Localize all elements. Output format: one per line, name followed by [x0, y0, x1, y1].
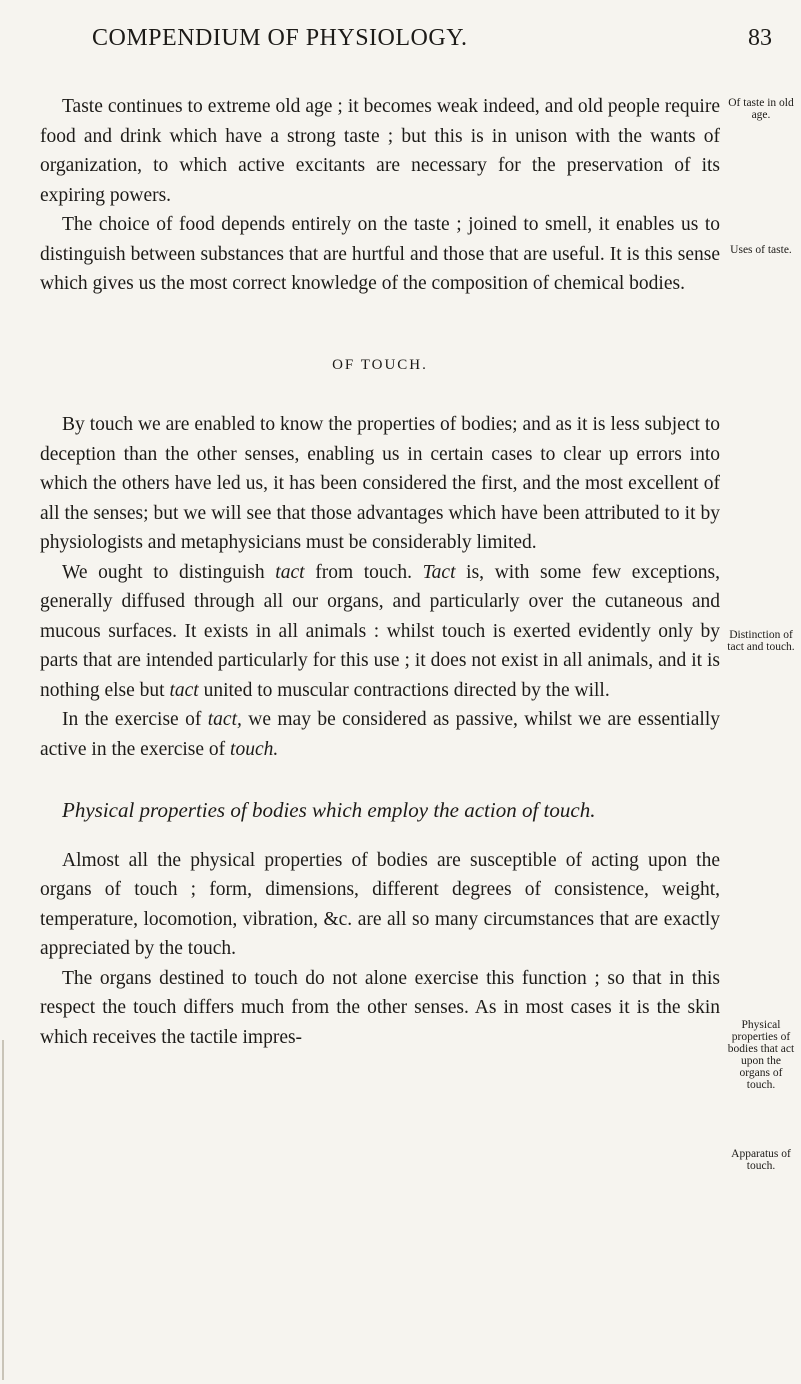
paragraph-passive-active [40, 705, 720, 764]
paragraph-physical-properties: Almost all the physical properties of bodies are susceptible of acting upon the organs of touch ; form, dimensions, different degrees of consistence, weight, temperature, locomotion, vibration, &c. are all so many circumstances that are exactly appreciated by the touch. [40, 849, 720, 959]
margin-note-uses-of-taste: Uses of taste. [730, 244, 792, 256]
subheading-physical-properties: Physical properties of bodies which employ the action of touch. [62, 798, 596, 822]
body-text [40, 92, 720, 1052]
margin-note-tact-and-touch: Distinction of tact and touch. [727, 629, 795, 653]
paragraph-tact-and-touch [40, 558, 720, 706]
paragraph-organs-of-touch: The organs destined to touch do not alone exercise this function ; so that in this respect the touch differs much from the other senses. As in most cases it is the skin which receives the tactile impres- [40, 967, 720, 1048]
section-heading-of-touch: OF TOUCH. [332, 356, 428, 373]
text-span: united to muscular contractions directed by the will. [198, 679, 610, 701]
italic-term: tact, [207, 709, 242, 730]
italic-term: Tact [422, 561, 456, 583]
paragraph-touch-intro: By touch we are enabled to know the properties of bodies; and as it is less subject to deception than the other senses, enabling us in certain cases to clear up errors into which the others have led us, it has been considered the first, and the most excellent of all the senses; but we will see that those advantages which have been attributed to it by physiologists and metaphysicians must be considerably limited. [40, 414, 720, 553]
italic-term: tact [169, 679, 199, 701]
margin-note-taste-old-age: Of taste in old age. [728, 97, 794, 121]
page-edge-shadow [2, 1040, 4, 1380]
page-number: 83 [748, 25, 772, 51]
text-span: We ought to distinguish [62, 561, 276, 583]
text-span: is, with some few exceptions, generally diffused through all our organs, and particularly over the cutaneous and mucous surfaces. It exists in all animals : whilst touch is exerted evidently only by parts that are intended particularly for this use ; it does not exist in all animals, and it is nothing else but [40, 561, 720, 701]
italic-term: tact [275, 561, 305, 583]
italic-term: touch. [230, 738, 279, 760]
margin-note-physical-properties: Physical properties of bodies that act upon the organs of touch. [727, 1019, 795, 1091]
margin-note-apparatus-of-touch: Apparatus of touch. [731, 1148, 791, 1172]
paragraph-taste-old-age: Taste continues to extreme old age ; it becomes weak indeed, and old people require food and drink which have a strong taste ; but this is in unison with the wants of organization, to which active excitants are necessary for the preservation of its expiring powers. [40, 96, 720, 206]
running-title: COMPENDIUM OF PHYSIOLOGY. [92, 25, 468, 51]
text-span: from touch. [304, 561, 423, 583]
text-span: we may be considered as passive, whilst we are essentially active in the exercise of [40, 709, 721, 760]
text-span: In the exercise of [62, 709, 208, 730]
paragraph-uses-of-taste: The choice of food depends entirely on the taste ; joined to smell, it enables us to distinguish between substances that are hurtful and those that are useful. It is this sense which gives us the most correct knowledge of the composition of chemical bodies. [40, 214, 720, 294]
running-head [0, 25, 801, 55]
